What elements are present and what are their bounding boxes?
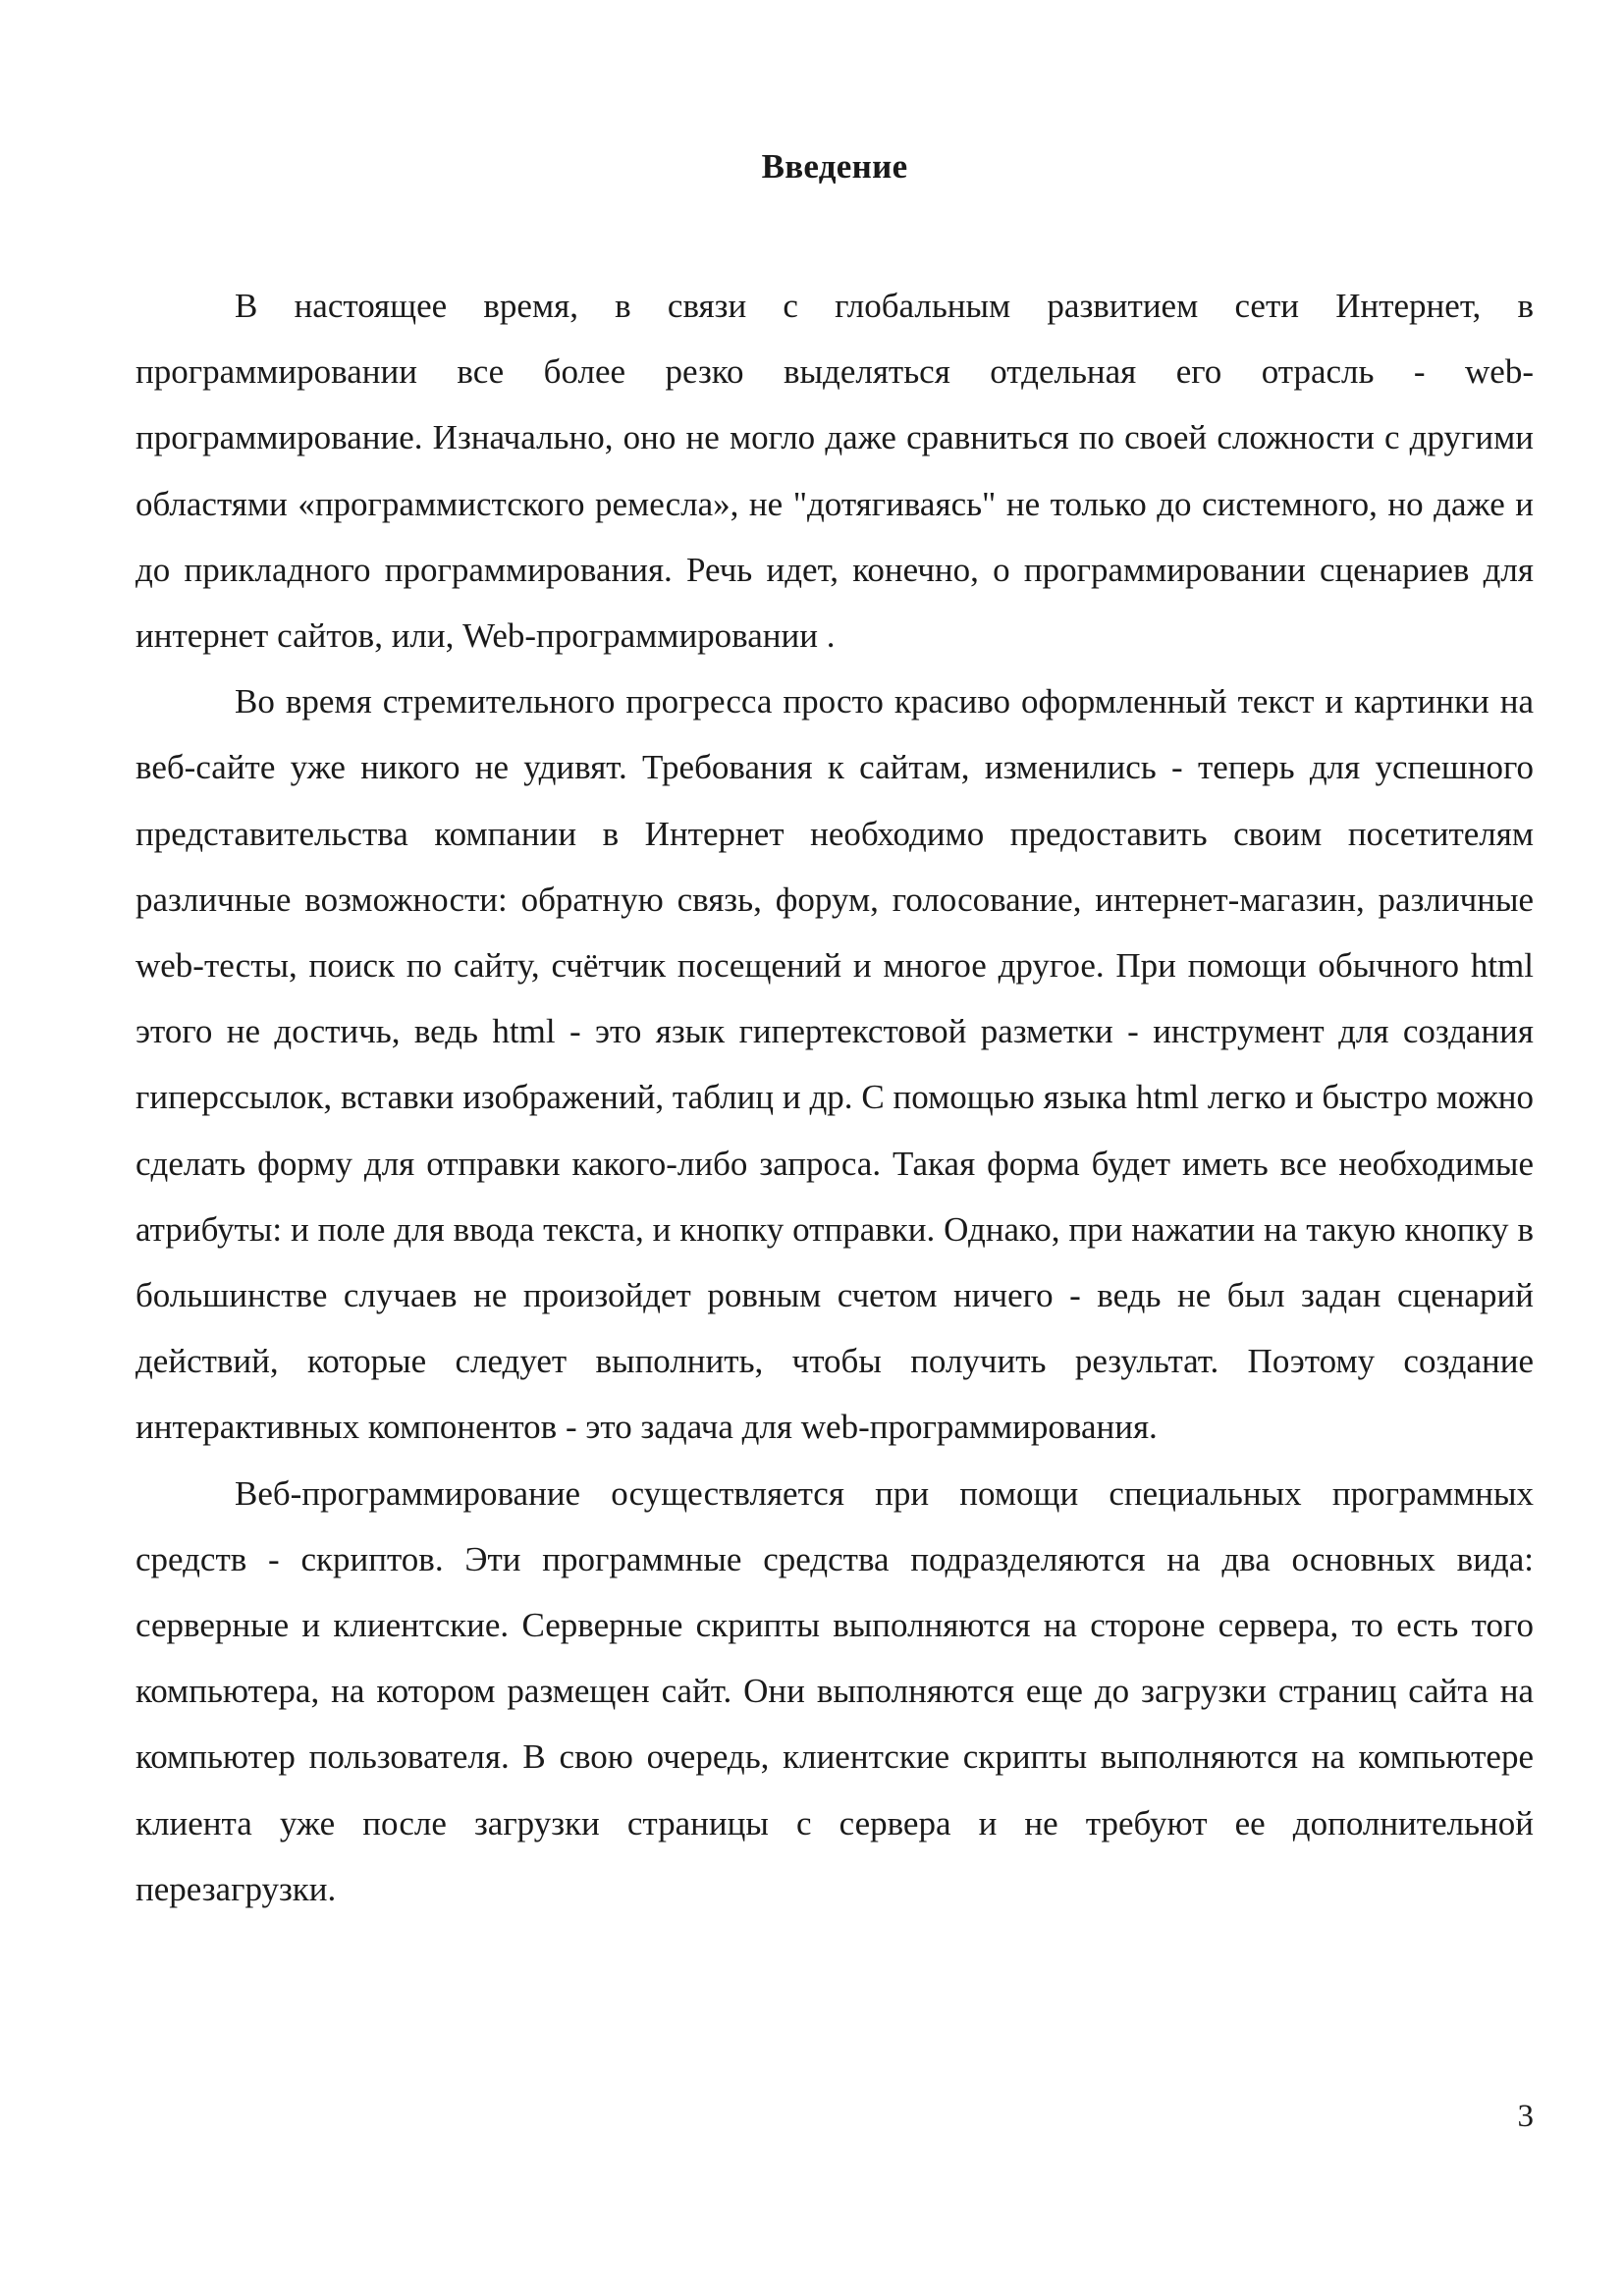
- page-number: 3: [1517, 2099, 1534, 2134]
- paragraph-requirements: Во время стремительного прогресса просто красиво оформленный текст и картинки на веб-сайте уже никого не удивят. Требования к сайтам, изменились - теперь для успешного представительства компании в Интернет необходимо предоставить своим посетителям различные возможности: обратную связь, форум, голосование, интернет-магазин, различные web-тесты, поиск по сайту, счётчик посещений и многое другое. При помощи обычного html этого не достичь, ведь html - это язык гипертекстовой разметки - инструмент для создания гиперссылок, вставки изображений, таблиц и др. С помощью языка html легко и быстро можно сделать форму для отправки какого-либо запроса. Такая форма будет иметь все необходимые атрибуты: и поле для ввода текста, и кнопку отправки. Однако, при нажатии на такую кнопку в большинстве случаев не произойдет ровным счетом ничего - ведь не был задан сценарий действий, которые следует выполнить, чтобы получить результат. Поэтому создание интерактивных компонентов - это задача для web-программирования.: [135, 682, 1534, 1447]
- paragraph-scripts: Веб-программирование осуществляется при помощи специальных программных средств - скриптов. Эти программные средства подразделяются на два основных вида: серверные и клиентские. Серверные скрипты выполняются на стороне сервера, то есть того компьютера, на котором размещен сайт. Они выполняются еще до загрузки страниц сайта на компьютер пользователя. В свою очередь, клиентские скрипты выполняются на компьютере клиента уже после загрузки страницы с сервера и не требуют ее дополнительной перезагрузки.: [135, 1473, 1534, 1908]
- page-title: Введение: [761, 147, 908, 186]
- page-content: [135, 147, 1534, 1922]
- paragraph-intro: В настоящее время, в связи с глобальным развитием сети Интернет, в программировании все более резко выделяться отдельная его отрасль - web-программирование. Изначально, оно не могло даже сравниться по своей сложности с другими областями «программистского ремесла», не "дотягиваясь" не только до системного, но даже и до прикладного программирования. Речь идет, конечно, о программировании сценариев для интернет сайтов, или, Web-программировании .: [135, 287, 1534, 656]
